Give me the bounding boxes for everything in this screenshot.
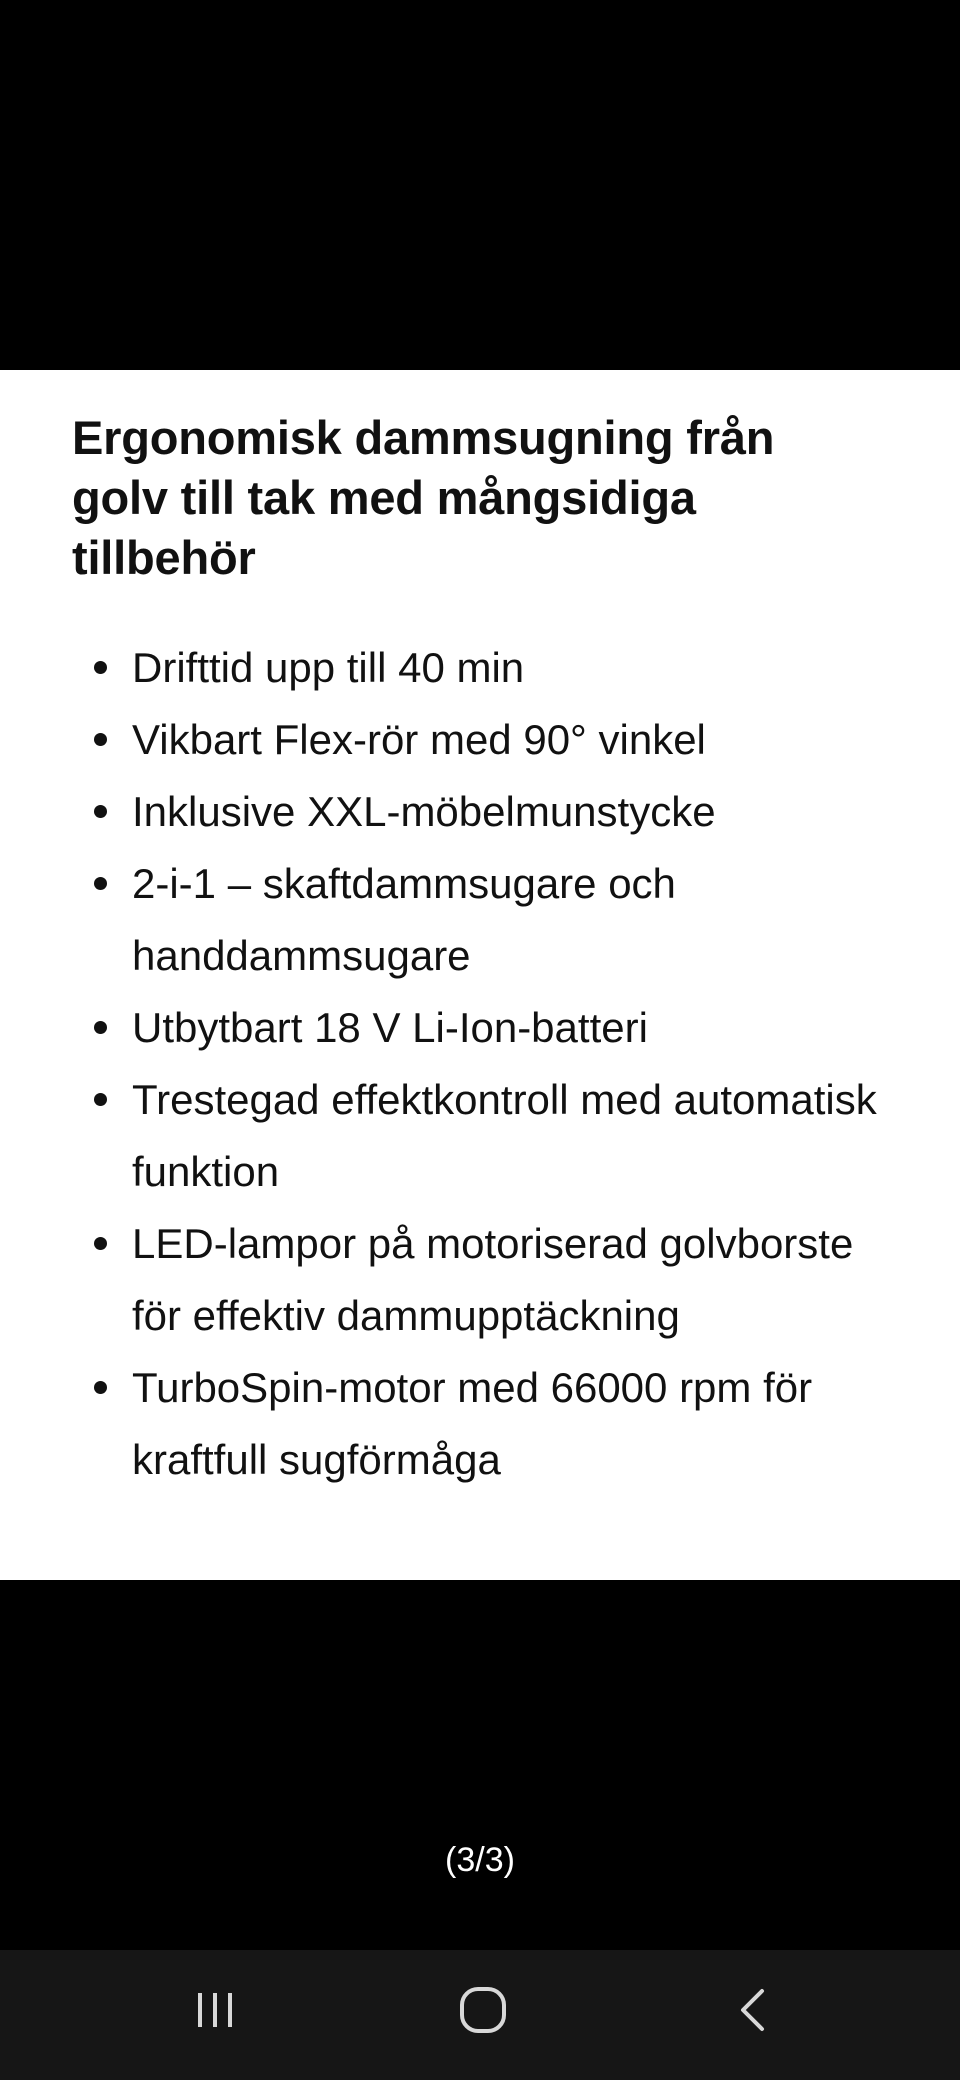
bullet-dot: [94, 877, 107, 890]
feature-text: Drifttid upp till 40 min: [132, 644, 525, 691]
bullet-dot: [94, 733, 107, 746]
feature-text: Utbytbart 18 V Li-Ion-batteri: [132, 1004, 648, 1051]
feature-item: [72, 1208, 892, 1352]
feature-text: LED-lampor på motoriserad golvborste för effektiv dammupptäckning: [132, 1220, 854, 1339]
home-icon: [456, 1983, 510, 2037]
feature-text: TurboSpin-motor med 66000 rpm för kraftfull sugförmåga: [132, 1364, 813, 1483]
feature-item: [72, 992, 892, 1064]
feature-item: [72, 776, 892, 848]
bullet-dot: [94, 805, 107, 818]
recent-apps-button[interactable]: [155, 1970, 275, 2050]
feature-list: [72, 632, 890, 1496]
recent-apps-icon: [190, 1985, 240, 2035]
feature-item: [72, 1352, 892, 1496]
image-counter: (3/3): [445, 1841, 515, 1879]
back-button[interactable]: [693, 1970, 813, 2050]
feature-text: 2-i-1 – skaftdammsugare och handdammsugare: [132, 860, 676, 979]
home-button[interactable]: [423, 1970, 543, 2050]
bullet-dot: [94, 1021, 107, 1034]
feature-text: Trestegad effektkontroll med automatisk funktion: [132, 1076, 877, 1195]
feature-item: [72, 704, 892, 776]
feature-item: [72, 632, 892, 704]
bullet-dot: [94, 1237, 107, 1250]
system-navigation-bar: [0, 1950, 960, 2080]
product-info-image: [0, 370, 960, 1580]
feature-item: [72, 1064, 892, 1208]
feature-text: Inklusive XXL-möbelmunstycke: [132, 788, 716, 835]
bullet-dot: [94, 1093, 107, 1106]
bullet-dot: [94, 1381, 107, 1394]
feature-item: [72, 848, 892, 992]
image-heading: Ergonomisk dammsugning från golv till tak med mångsidiga tillbehör: [72, 411, 775, 584]
bullet-dot: [94, 661, 107, 674]
back-icon: [728, 1985, 778, 2035]
feature-text: Vikbart Flex-rör med 90° vinkel: [132, 716, 706, 763]
